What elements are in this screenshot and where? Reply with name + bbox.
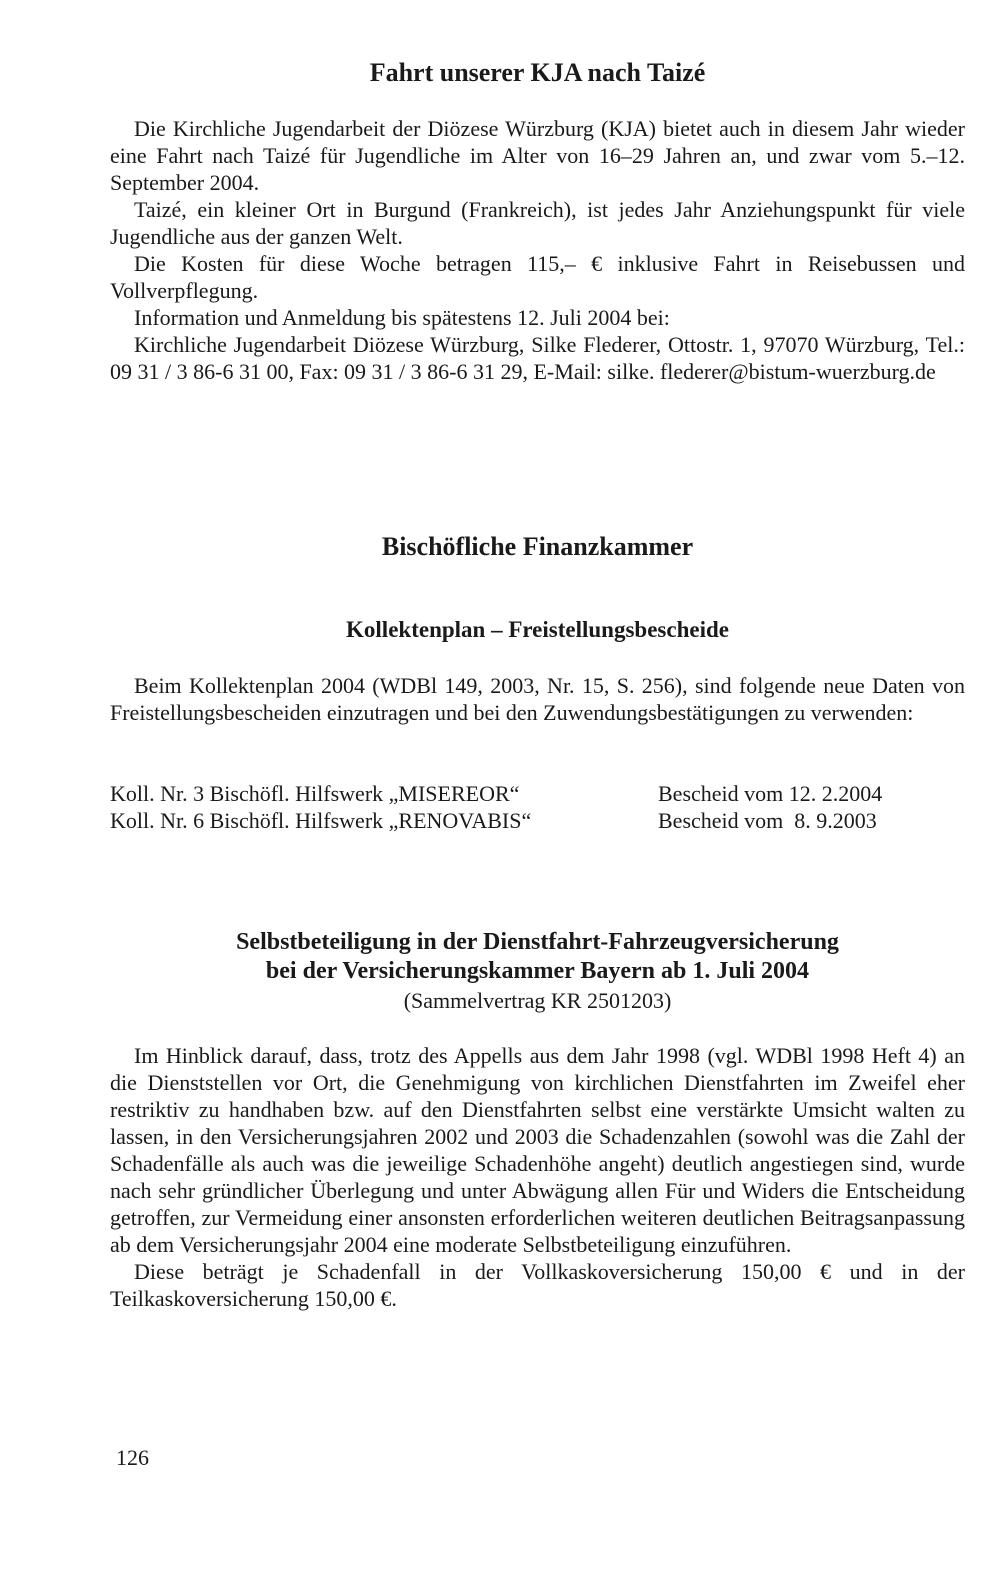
selbstbeteiligung-paragraph: Diese beträgt je Schadenfall in der Vollkaskoversicherung 150,00 € und in der Teilkaskoversicherung 150,00 €. xyxy=(110,1259,965,1311)
list-item xyxy=(110,807,965,834)
taize-paragraph: Die Kirchliche Jugendarbeit der Diözese Würzburg (KJA) bietet auch in diesem Jahr wieder eine Fahrt nach Taizé für Jugendliche im Alter von 16–29 Jahren an, und zwar vom 5.–12. September 2004. xyxy=(110,116,965,195)
selbstbeteiligung-body xyxy=(110,1042,965,1312)
selbstbeteiligung-heading-line2: bei der Versicherungskammer Bayern ab 1. Juli 2004 xyxy=(265,958,810,984)
selbstbeteiligung-heading-line1: Selbstbeteiligung in der Dienstfahrt-Fahrzeugversicherung xyxy=(236,929,839,955)
taize-paragraph: Taizé, ein kleiner Ort in Burgund (Frankreich), ist jedes Jahr Anziehungspunkt für viele Jugendliche aus der ganzen Welt. xyxy=(110,197,965,249)
collection-name: Koll. Nr. 3 Bischöfl. Hilfswerk „MISEREOR“ xyxy=(110,781,520,806)
finanzkammer-heading: Bischöfliche Finanzkammer xyxy=(381,532,694,561)
sammelvertrag-note: (Sammelvertrag KR 2501203) xyxy=(403,988,672,1013)
list-item xyxy=(110,780,965,807)
page-number: 126 xyxy=(116,1445,149,1470)
kollektenplan-intro: Beim Kollektenplan 2004 (WDBl 149, 2003, Nr. 15, S. 256), sind folgende neue Daten von Freistellungsbescheiden einzutragen und bei den Zuwendungsbestätigungen zu verwenden: xyxy=(110,673,965,725)
notice-date: Bescheid vom 8. 9.2003 xyxy=(658,808,877,833)
selbstbeteiligung-paragraph: Im Hinblick darauf, dass, trotz des Appells aus dem Jahr 1998 (vgl. WDBl 1998 Heft 4) an die Dienststellen vor Ort, die Genehmigung von kirchlichen Dienstfahrten im Zweifel eher restriktiv zu handhaben bzw. auf den Dienstfahrten selbst eine verstärkte Umsicht walten zu lassen, in den Versicherungsjahren 2002 und 2003 die Schadenzahlen (sowohl was die Zahl der Schadenfälle als auch was die jeweilige Schadenhöhe angeht) deutlich angestiegen sind, wurde nach sehr gründlicher Überlegung und unter Abwägung allen Für und Widers die Entscheidung getroffen, zur Vermeidung einer ansonsten erforderlichen weiteren deutlichen Beitragsanpassung ab dem Versicherungsjahr 2004 eine moderate Selbstbeteiligung einzuführen. xyxy=(110,1043,965,1257)
taize-body xyxy=(110,115,965,385)
taize-heading: Fahrt unserer KJA nach Taizé xyxy=(369,58,706,87)
freistellung-list xyxy=(110,780,965,834)
taize-paragraph: Die Kosten für diese Woche betragen 115,– € inklusive Fahrt in Reisebussen und Vollverpflegung. xyxy=(110,251,965,303)
kollektenplan-subheading: Kollektenplan – Freistellungsbescheide xyxy=(346,617,729,642)
notice-date: Bescheid vom 12. 2.2004 xyxy=(658,781,883,806)
taize-contact-paragraph: Kirchliche Jugendarbeit Diözese Würzburg, Silke Flederer, Ottostr. 1, 97070 Würzburg, Tel.: 09 31 / 3 86-6 31 00, Fax: 09 31 / 3 86-6 31 29, E-Mail: silke. flederer@bistum-wuerzburg.de xyxy=(110,332,965,384)
taize-paragraph: Information und Anmeldung bis spätestens 12. Juli 2004 bei: xyxy=(134,305,670,330)
collection-name: Koll. Nr. 6 Bischöfl. Hilfswerk „RENOVABIS“ xyxy=(110,808,532,833)
